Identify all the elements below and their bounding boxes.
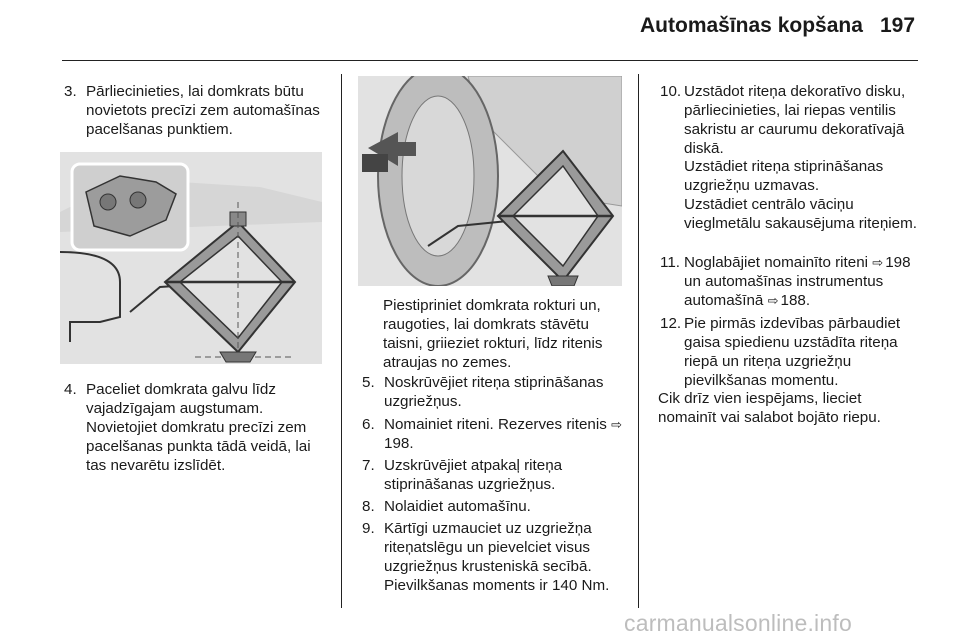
step-8 — [362, 497, 624, 516]
step-number: 8. — [362, 498, 375, 515]
page-number: 197 — [880, 14, 916, 37]
step-text: Kārtīgi uzmauciet uz uzgriežņa riteņatslēgu un pievelciet visus uzgriežņus krusteniskā secībā. Pievilkšanas moments ir 140 Nm. — [384, 520, 610, 594]
arrow-ref-icon: ⇨ — [872, 255, 884, 270]
step-7 — [362, 456, 624, 494]
arrow-ref-icon: ⇨ — [767, 293, 779, 308]
step-number: 9. — [362, 520, 375, 537]
column-divider-1 — [341, 74, 342, 608]
page-ref-link-2[interactable]: 188. — [780, 292, 811, 309]
step-5 — [362, 373, 624, 411]
step-number: 4. — [64, 381, 77, 398]
step-number: 11. — [660, 254, 680, 271]
advice-note: Cik drīz vien iespējams, lieciet nomainīt vai salabot bojāto riepu. — [658, 390, 881, 426]
step-text: Noskrūvējiet riteņa stiprināšanas uzgriežņus. — [384, 374, 604, 410]
step-12 — [660, 314, 922, 390]
step-number: 12. — [660, 315, 682, 332]
step-10 — [660, 82, 922, 158]
step-text: Nomainiet riteni. Rezerves ritenis — [384, 416, 607, 433]
step-text: Uzstādot riteņa dekoratīvo disku, pārliecinieties, lai riepas ventilis sakristu ar caurumu dekoratīvajā diskā. — [684, 83, 906, 157]
step-number: 3. — [64, 83, 77, 100]
step-text: Pie pirmās izdevības pārbaudiet gaisa spiedienu uzstādīta riteņa riepā un riteņa uzgriežņu pievilkšanas momentu. — [684, 315, 901, 389]
section-title: Automašīnas kopšana — [640, 14, 863, 37]
step-4 — [64, 380, 326, 475]
step-number: 6. — [362, 416, 375, 433]
step-6 — [362, 415, 624, 453]
step-number: 5. — [362, 374, 375, 391]
column-divider-2 — [638, 74, 639, 608]
jack-raise-drawing — [358, 76, 622, 286]
jack-position-drawing — [60, 152, 322, 364]
page-ref-link[interactable]: 198. — [384, 435, 414, 452]
step-3 — [64, 82, 326, 139]
arrow-ref-icon: ⇨ — [611, 417, 622, 432]
jack-position-illustration — [60, 152, 322, 364]
header-divider — [62, 60, 918, 61]
step-10-paragraph-2: Uzstādiet riteņa stiprināšanas uzgriežņu uzmavas. — [684, 158, 884, 194]
jack-raise-illustration — [358, 76, 622, 286]
watermark: carmanualsonline.info — [624, 610, 852, 636]
step-10-paragraph-3: Uzstādiet centrālo vāciņu vieglmetālu sakausējuma riteņiem. — [684, 196, 917, 232]
step-11 — [660, 253, 922, 310]
page-ref-link-1[interactable]: 198 un automašīnas instrumentus automašīnā — [684, 254, 911, 309]
step-9 — [362, 519, 624, 595]
step-text: Pārliecinieties, lai domkrats būtu novietots precīzi zem automašīnas pacelšanas punktiem. — [86, 83, 320, 138]
step-text: Paceliet domkrata galvu līdz vajadzīgajam augstumam. Novietojiet domkratu precīzi zem pacelšanas punkta tādā veidā, lai tas nevarētu izslīdēt. — [86, 381, 311, 474]
step-4-continued: Piestipriniet domkrata rokturi un, raugoties, lai domkrats stāvētu taisni, griieziet rokturi, līdz ritenis atraujas no zemes. — [383, 297, 603, 371]
step-number: 10. — [660, 83, 682, 100]
step-number: 7. — [362, 457, 375, 474]
step-text: Nolaidiet automašīnu. — [384, 498, 531, 515]
step-text: Noglabājiet nomainīto riteni — [684, 254, 869, 271]
step-text: Uzskrūvējiet atpakaļ riteņa stiprināšanas uzgriežņus. — [384, 457, 563, 493]
